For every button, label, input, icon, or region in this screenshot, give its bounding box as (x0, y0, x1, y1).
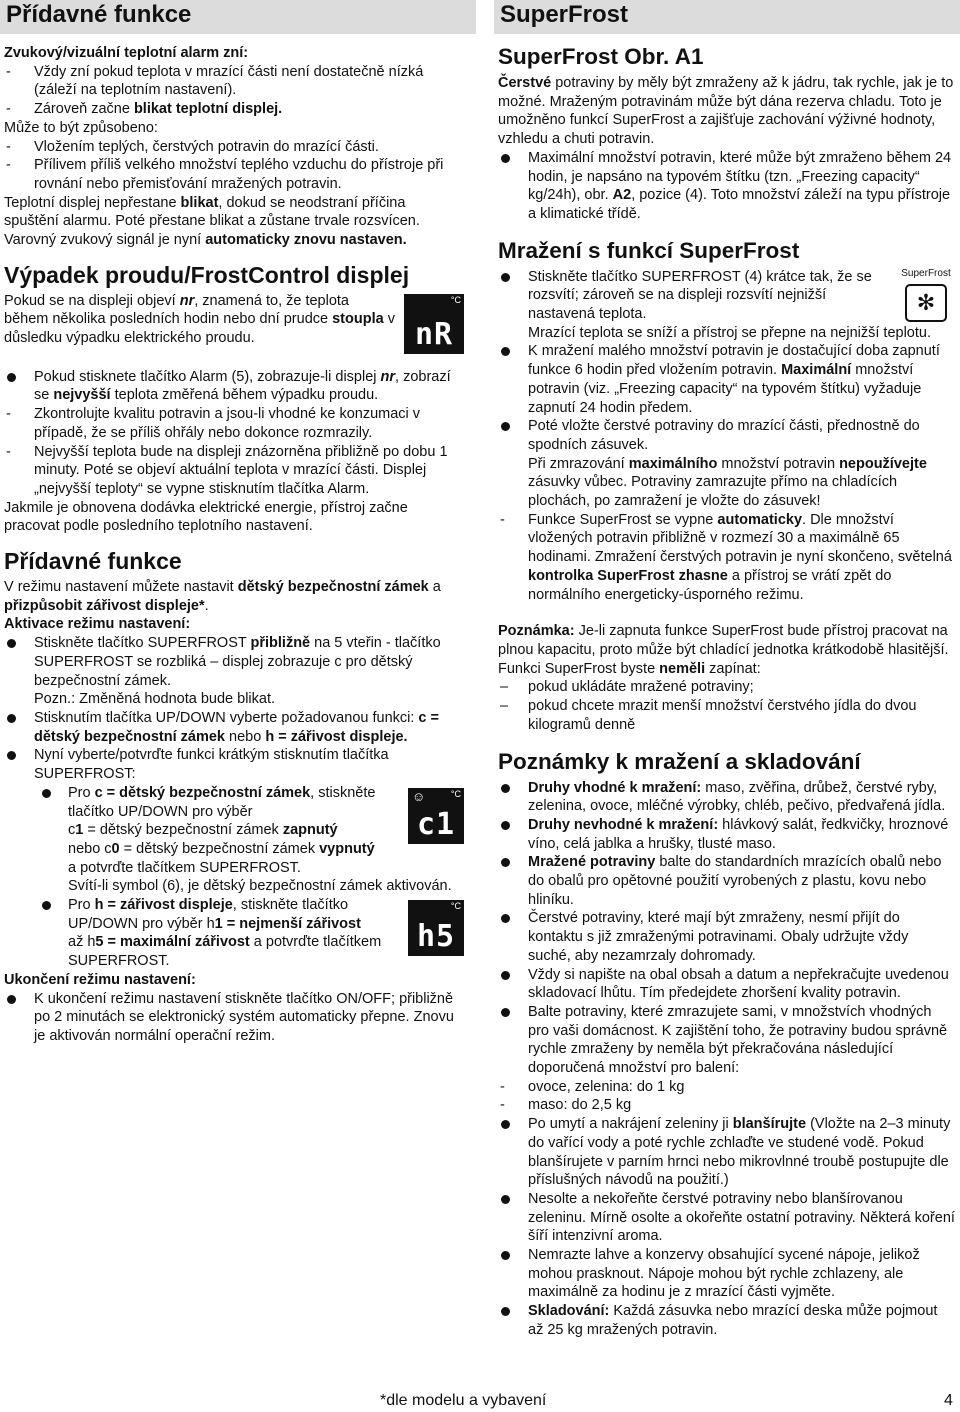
display-readout: nR (414, 316, 454, 352)
activate-title: Aktivace režimu nastavení: (4, 616, 191, 633)
list-item: Maximální množství potravin, které může být zmraženo během 24 hodin, je napsáno na typovém štítku (tzn. „Freezing capacity“ kg/24h), obr. A2, pozice (4). Toto množství záleží na typu přístroje a klimatické třídě. (498, 149, 955, 224)
list-item: - maso: do 2,5 kg (498, 1096, 955, 1115)
temp-paragraph: Teplotní displej nepřestane blikat, dokud se neodstraní příčina spuštění alarmu. Poté přestane blikat a zůstane trvale rozsvícen. Varovný zvukový signál je nyní automaticky znovu nastaven. (4, 194, 420, 249)
display-nr-figure (404, 294, 464, 354)
cause-item: - Přílivem příliš velkého množství teplého vzduchu do přístroje při rovnání nebo přemisťování mražených potravin. (4, 156, 464, 193)
list-item: Mražené potraviny balte do standardních mrazících obalů nebo do obalů pro opětovné použití vyrobených z plastu, kovu nebo hliníku. (498, 853, 955, 909)
footer-note: *dle modelu a vybavení (380, 1392, 547, 1409)
list-item: Druhy nevhodné k mražení: hlávkový salát, ředkvičky, hroznové víno, celá jablka a hrušky, tlusté maso. (498, 816, 955, 853)
list-item: Nyní vyberte/potvrďte funkci krátkým stisknutím tlačítka SUPERFROST: (4, 746, 464, 783)
list-item: K ukončení režimu nastavení stiskněte tlačítko ON/OFF; přibližně po 2 minutách se elektronický systém automaticky přepne. Znovu je aktivován normální operační režim. (4, 990, 464, 1046)
list-item: Stiskněte tlačítko SUPERFROST (4) krátce tak, že se rozsvítí; zároveň se na displeji rozsvítí nejnižší nastavená teplota. Mrazící teplota se sníží a přístroj se přepne na nejnižší teplotu. (498, 268, 955, 343)
superfrost-paragraph: Čerstvé potraviny by měly být zmraženy až k jádru, tak rychle, jak je to možné. Mraženým potravinám může být dána rezerva chladu. Toto je umožněno funkcí SuperFrost a zajišťuje zachování výživné hodnoty, vzhledu a chuti potravin. (498, 75, 954, 148)
display-readout: c1 (416, 806, 456, 842)
section-header-extra-functions (0, 0, 476, 34)
list-item-line: c1 = dětský bezpečnostní zámek zapnutý (68, 822, 338, 839)
display-nr (404, 294, 464, 354)
page-number: 4 (944, 1392, 953, 1409)
list-item: Druhy vhodné k mražení: maso, zvěřina, drůbež, čerstvé ryby, zelenina, ovoce, mléčné výrobky, chléb, pečivo, předvařená jídla. (498, 779, 955, 816)
list-item: Čerstvé potraviny, které mají být zmraženy, nesmí přijít do kontaktu s již zmraženými potravinami. Obaly udržujte vždy suché, aby nezamrzaly dohromady. (498, 909, 955, 965)
list-item: Skladování: Každá zásuvka nebo mrazící deska může pojmout až 25 kg mražených potravin. (498, 1302, 955, 1339)
list-item: Vždy si napište na obal obsah a datum a nepřekračujte uvedenou skladovací lhůtu. Tím předejdete zhoršení kvality potravin. (498, 966, 955, 1003)
end-title: Ukončení režimu nastavení: (4, 971, 196, 988)
list-item: Balte potraviny, které zmrazujete sami, v množstvích vhodných pro vaši domácnost. K zajištění toho, že potraviny budou správně rychle zmraženy by neměla být překračována následující doporučená množství pro balení: (498, 1003, 955, 1078)
note-paragraph-2: Funkci SuperFrost byste neměli zapínat: (498, 660, 761, 677)
alarm-title: Zvukový/vizuální teplotní alarm zní: (4, 45, 249, 61)
list-item: - Nejvyšší teplota bude na displeji znázorněna přibližně po dobu 1 minuty. Poté se objeví aktuální teplota v mrazící části. Displej „nejvyšší teploty“ se vypne stisknutím tlačítka Alarm. (4, 443, 464, 499)
list-item: Pokud stisknete tlačítko Alarm (5), zobrazuje-li displej nr, zobrazí se nejvyšší teplota změřená během výpadku proudu. (4, 368, 464, 405)
outage-paragraph: Pokud se na displeji objeví nr, znamená to, že teplota během několika posledních hodin nebo dní prudce stoupla v důsledku výpadku elektrického proudu. (4, 292, 395, 347)
list-item: - Zkontrolujte kvalitu potravin a jsou-li vhodné ke konzumaci v případě, že se příliš ohřály nebo dokonce rozmrazily. (4, 405, 464, 442)
note-paragraph: Poznámka: Je-li zapnuta funkce SuperFrost bude přístroj pracovat na plnou kapacitu, proto může být chladící jednotka krátkodobě hlasitější. (498, 623, 949, 658)
list-item: Po umytí a nakrájení zeleniny ji blanšírujte (Vložte na 2–3 minuty do vařící vody a poté rychle zchlaďte ve studené vodě. Pokud blanšírujete v parním hrnci nebo mikrovlnné troubě postupujte dle příslušných návodů na použití.) (498, 1115, 955, 1190)
display-readout: h5 (416, 919, 456, 955)
celsius-label: °C (450, 294, 461, 305)
superfrost-title: SuperFrost Obr. A1 (498, 44, 704, 69)
section-header-superfrost (494, 0, 960, 34)
list-item: Pro c = dětský bezpečnostní zámek, stiskněte tlačítko UP/DOWN pro výběr (4, 784, 464, 821)
list-item: - Funkce SuperFrost se vypne automaticky. Dle množství vložených potravin přibližně v rozmezí 30 a maximálně 65 hodinami. Zmražení čerstvých potravin je nyní skončeno, světelná kontrolka SuperFrost zhasne a přístroj se vrátí zpět do normálního energeticky-úsporného režimu. (498, 511, 955, 605)
outage-title: Výpadek proudu/FrostControl displej (4, 261, 410, 288)
list-item: Stisknutím tlačítka UP/DOWN vyberte požadovanou funkci: c = dětský bezpečnostní zámek nebo h = zářivost displeje. (4, 709, 464, 746)
list-item: Poté vložte čerstvé potraviny do mrazící části, přednostně do spodních zásuvek. Při zmrazování maximálního množství potravin nepoužívejte zásuvky vůbec. Potraviny zamrazujte přímo na chladících plochách, po zamražení je vložte do zásuvek! (498, 417, 955, 511)
right-column (498, 44, 955, 1340)
alarm-item: - Zároveň začne blikat teplotní displej. (4, 100, 464, 119)
cause-item: - Vložením teplých, čerstvých potravin do mrazící části. (4, 138, 464, 157)
list-item: Stiskněte tlačítko SUPERFROST přibližně na 5 vteřin - tlačítko SUPERFROST se rozbliká – displej zobrazuje c pro dětský bezpečnostní zámek. Pozn.: Změněná hodnota bude blikat. (4, 634, 464, 709)
list-item-line: a potvrďte tlačítkem SUPERFROST. (68, 859, 301, 876)
celsius-label: °C (450, 901, 461, 912)
extra-title: Přídavné funkce (4, 548, 182, 575)
list-item: Nesolte a nekořeňte čerstvé potraviny nebo blanšírovanou zeleninu. Mírně osolte a okořeňte ostatní potraviny. Některá koření šíří intenzivní aroma. (498, 1190, 955, 1246)
header-title-right: SuperFrost (500, 1, 629, 28)
list-item-line: nebo c0 = dětský bezpečnostní zámek vypnutý (68, 840, 375, 857)
left-column (4, 44, 464, 1046)
outage-paragraph-2: Jakmile je obnovena dodávka elektrické energie, přístroj začne pracovat podle posledního teplotního nastavení. (4, 499, 408, 535)
storage-title: Poznámky k mražení a skladování (498, 748, 861, 774)
cause-line: Může to být způsobeno: (4, 119, 158, 136)
celsius-label: °C (450, 788, 461, 799)
list-item: – pokud ukládáte mražené potraviny; (498, 678, 955, 697)
header-title-left: Přídavné funkce (6, 1, 192, 28)
list-item: – pokud chcete mrazit menší množství čerstvého jídla do dvou kilogramů denně (498, 697, 955, 734)
freeze-title: Mražení s funkcí SuperFrost (498, 237, 800, 263)
list-item: Nemrazte lahve a konzervy obsahující sycené nápoje, jelikož mohou prasknout. Nápoje mohou být rychle zchlazeny, ale maximálně za hodinu je z mrazící části vyjměte. (498, 1246, 955, 1302)
superfrost-button-label: SuperFrost (901, 267, 951, 279)
snowflake-icon: ✻ (905, 284, 947, 322)
list-item: K mražení malého množství potravin je dostačující doba zapnutí funkce 6 hodin před vložením potravin. Maximální množství potravin (viz. „Freezing capacity“ na typovém štítku) vyžaduje zapnutí 24 hodin předem. (498, 342, 955, 417)
list-item: - ovoce, zelenina: do 1 kg (498, 1078, 955, 1097)
extra-paragraph: V režimu nastavení můžete nastavit dětský bezpečnostní zámek a přizpůsobit zářivost displeje*. (4, 579, 441, 614)
alarm-item: - Vždy zní pokud teplota v mrazící části není dostatečně nízká (záleží na teplotním nastavení). (4, 63, 464, 100)
list-item-line: Svítí-li symbol (6), je dětský bezpečnostní zámek aktivován. (68, 878, 452, 895)
list-item: Pro h = zářivost displeje, stiskněte tlačítko UP/DOWN pro výběr h1 = nejmenší zářivost až h5 = maximální zářivost a potvrďte tlačítkem SUPERFROST. (4, 896, 464, 971)
child-lock-icon: ☺ (412, 788, 426, 804)
